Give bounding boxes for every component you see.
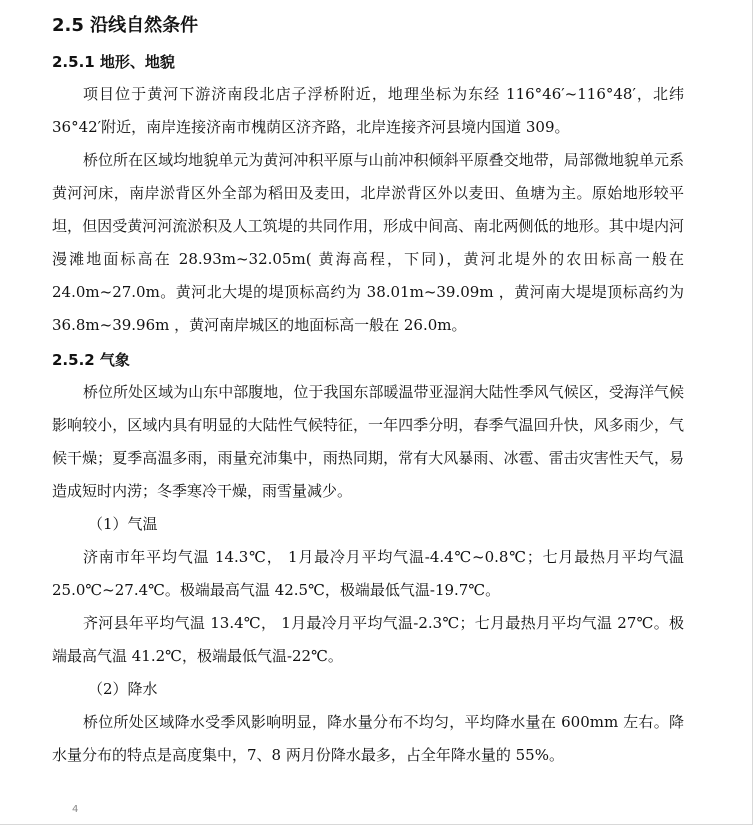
paragraph-temperature-jinan: 济南市年平均气温 14.3℃， 1月最冷月平均气温-4.4℃~0.8℃；七月最热月平均气温 25.0℃~27.4℃。极端最高气温 42.5℃，极端最低气温-19.7℃。 [52, 548, 684, 599]
subsection-heading-climate: 2.5.2 气象 [52, 351, 130, 369]
subsection-heading-terrain: 2.5.1 地形、地貌 [52, 53, 175, 71]
paragraph-temperature-qihe: 齐河县年平均气温 13.4℃， 1月最冷月平均气温-2.3℃；七月最热月平均气温 27℃。极端最高气温 41.2℃，极端最低气温-22℃。 [52, 614, 684, 665]
section-heading: 2.5 沿线自然条件 [52, 15, 199, 36]
document-page [52, 8, 684, 772]
paragraph-precipitation: 桥位所处区域降水受季风影响明显，降水量分布不均匀，平均降水量在 600mm 左右。降水量分布的特点是高度集中，7、8 两月份降水最多，占全年降水量的 55%。 [52, 713, 684, 764]
paragraph-climate-intro: 桥位所处区域为山东中部腹地，位于我国东部暖温带亚湿润大陆性季风气候区，受海洋气候影响较小，区域内具有明显的大陆性气候特征，一年四季分明，春季气温回升快，风多雨少，气候干燥；夏季高温多雨，雨量充沛集中，雨热同期，常有大风暴雨、冰雹、雷击灾害性天气，易造成短时内涝；冬季寒冷干燥，雨雪量减少。 [52, 383, 684, 500]
temperature-label: （1）气温 [88, 515, 158, 533]
paragraph-landform: 桥位所在区域均地貌单元为黄河冲积平原与山前冲积倾斜平原叠交地带，局部微地貌单元系黄河河床，南岸淤背区外全部为稻田及麦田，北岸淤背区外以麦田、鱼塘为主。原始地形较平坦，但因受黄河河流淤积及人工筑堤的共同作用，形成中间高、南北两侧低的地形。其中堤内河漫滩地面标高在 28.93m~32.05m( 黄海高程，下同)，黄河北堤外的农田标高一般在 24.0m~27.0m。黄河北大堤的堤顶标高约为 38.01m~39.09m ，黄河南大堤堤顶标高约为 36.8m~39.96m ，黄河南岸城区的地面标高一般在 26.0m。 [52, 151, 684, 334]
page-number: 4 [72, 804, 79, 815]
precipitation-label: （2）降水 [88, 680, 158, 698]
paragraph-location: 项目位于黄河下游济南段北店子浮桥附近，地理坐标为东经 116°46′~116°48′，北纬 36°42′附近，南岸连接济南市槐荫区济齐路，北岸连接齐河县境内国道 309。 [52, 85, 684, 136]
